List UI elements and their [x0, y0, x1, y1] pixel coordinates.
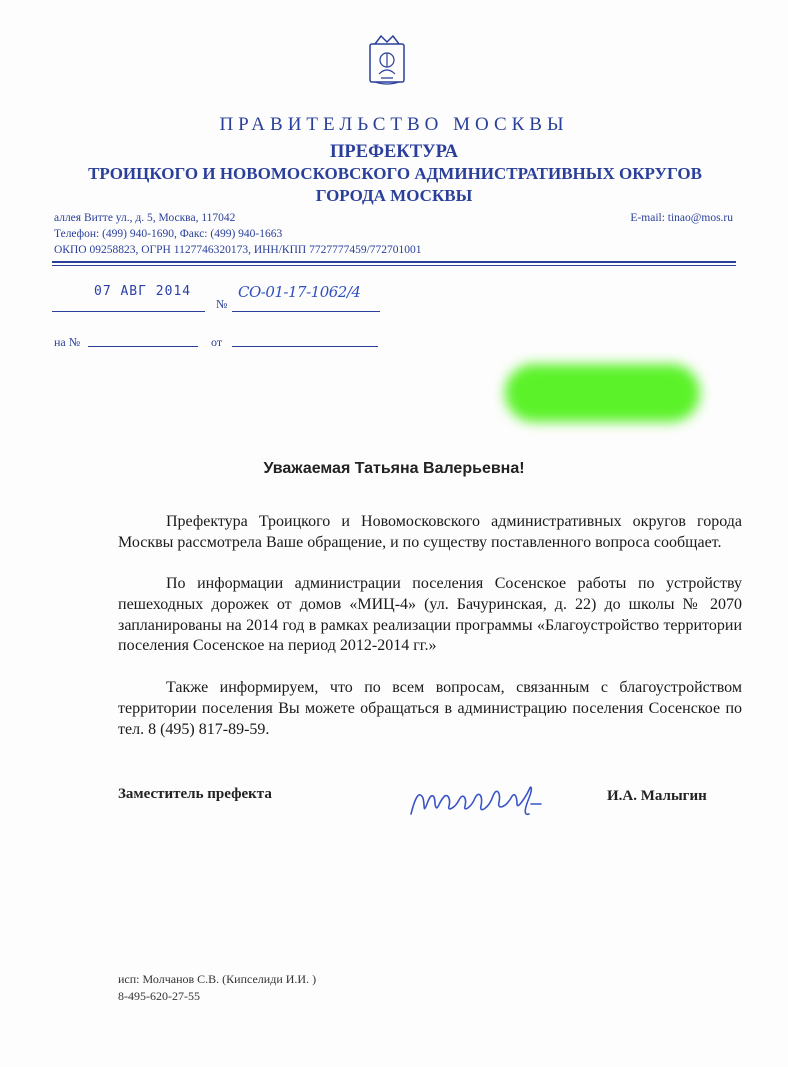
from-label: от	[211, 335, 223, 349]
date-stamp: 07 АВГ 2014	[94, 284, 192, 299]
executor-line: исп: Молчанов С.В. (Кипселиди И.И. )	[118, 972, 317, 986]
redacted-recipient	[505, 364, 700, 422]
moscow-coat-of-arms-icon	[367, 34, 407, 86]
paragraph-1: Префектура Троицкого и Новомосковского административных округов города Москвы рассмотрела Ваше обращение, и по существу поставленного вопроса сообщает.	[118, 513, 742, 551]
salutation: Уважаемая Татьяна Валерьевна!	[263, 460, 525, 477]
government-title: ПРАВИТЕЛЬСТВО МОСКВЫ	[219, 114, 569, 135]
codes-line: ОКПО 09258823, ОГРН 1127746320173, ИНН/КПП 7727777459/772701001	[54, 244, 422, 256]
address-line: аллея Витте ул., д. 5, Москва, 117042	[54, 212, 236, 224]
header-divider-thin	[52, 265, 736, 266]
signatory-title: Заместитель префекта	[118, 786, 272, 802]
date-line	[52, 311, 205, 312]
districts-title: ТРОИЦКОГО И НОВОМОСКОВСКОГО АДМИНИСТРАТИВНЫХ ОКРУГОВ	[88, 164, 702, 183]
paragraph-3: Также информируем, что по всем вопросам, связанным с благоустройством территории поселения Вы можете обращаться в администрацию поселения Сосенское по тел. 8 (495) 817-89-59.	[118, 679, 742, 738]
executor-phone: 8-495-620-27-55	[118, 989, 200, 1003]
registration-number: СО-01-17-1062/4	[238, 283, 361, 301]
from-line	[232, 346, 378, 347]
email-line: E-mail: tinao@mos.ru	[630, 212, 733, 224]
reply-label: на №	[54, 335, 81, 349]
header-divider	[52, 261, 736, 263]
paragraph-2: По информации администрации поселения Сосенское работы по устройству пешеходных дорожек от домов «МИЦ-4» (ул. Бачуринская, д. 22) до школы № 2070 запланированы на 2014 год в рамках реализации программы «Благоустройство территории поселения Сосенское на период 2012-2014 гг.»	[118, 575, 742, 655]
signatory-name: И.А. Малыгин	[607, 788, 707, 804]
handwritten-signature	[405, 768, 583, 824]
number-label: №	[216, 297, 228, 311]
reply-line	[88, 346, 198, 347]
number-line	[232, 311, 380, 312]
city-title: ГОРОДА МОСКВЫ	[315, 186, 473, 205]
phone-line: Телефон: (499) 940-1690, Факс: (499) 940-1663	[54, 228, 283, 240]
prefecture-title: ПРЕФЕКТУРА	[330, 142, 458, 162]
